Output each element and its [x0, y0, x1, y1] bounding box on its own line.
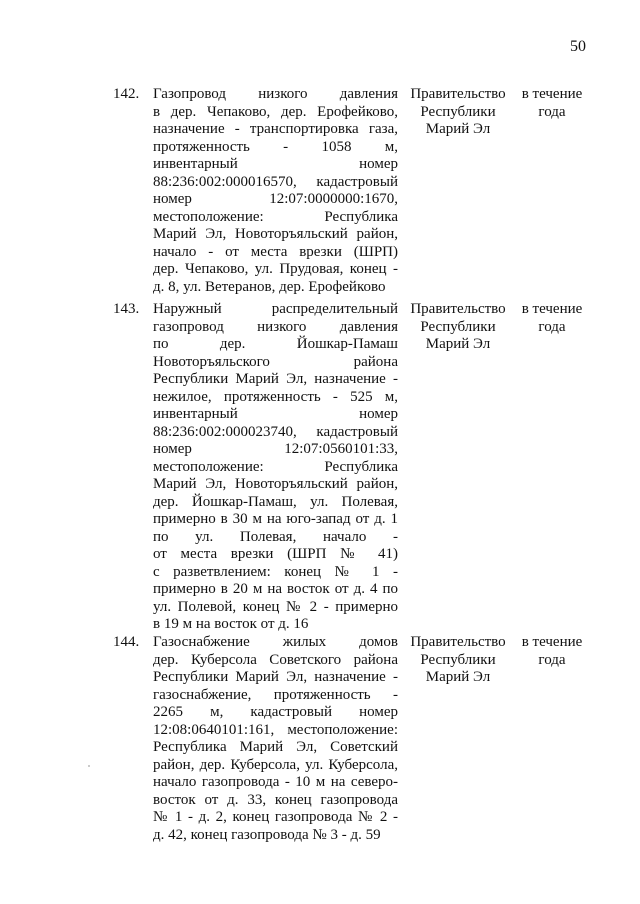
- cell-line: Марий Эл: [425, 336, 491, 352]
- scan-speck: [88, 765, 90, 767]
- description-line: восток от д. 33, конец газопровода: [153, 791, 398, 808]
- description-line: протяженность - 1058 м,: [153, 138, 398, 155]
- description-line: назначение - транспортировка газа,: [153, 121, 398, 137]
- cell-line: в течение: [521, 634, 583, 650]
- description-line: в 19 м на восток от д. 16: [153, 616, 309, 632]
- cell-line: Правительство: [410, 634, 506, 650]
- description-line: в дер. Чепаково, дер. Ерофейково,: [153, 103, 398, 120]
- description-line: 2265 м, кадастровый номер: [153, 704, 398, 720]
- cell-line: в течение: [521, 301, 583, 317]
- description-line: дер. Куберсола Советского района: [153, 651, 398, 668]
- execution-term: [513, 301, 591, 336]
- description-line: ул. Полевой, конец № 2 - примерно: [153, 598, 398, 615]
- description-line: по ул. Полевая, начало -: [153, 528, 398, 545]
- object-description: [153, 634, 398, 844]
- cell-line: Республики: [420, 318, 496, 335]
- description-line: начало - от места врезки (ШРП): [153, 243, 398, 260]
- description-line: район, дер. Куберсола, ул. Куберсола,: [153, 756, 398, 773]
- description-line: д. 8, ул. Ветеранов, дер. Ерофейково: [153, 278, 386, 295]
- execution-term: [513, 86, 591, 121]
- description-line: Новоторъяльского района: [153, 353, 398, 370]
- row-number: 142.: [113, 86, 140, 102]
- cell-line: года: [538, 651, 566, 668]
- description-line: номер 12:07:0560101:33,: [153, 441, 398, 457]
- object-description: [153, 301, 398, 634]
- cell-line: Республики: [420, 103, 496, 120]
- responsible-party: [403, 634, 513, 687]
- cell-line: года: [538, 103, 566, 120]
- description-line: 12:08:0640101:161, местоположение:: [153, 721, 398, 738]
- object-description: [153, 86, 398, 296]
- cell-line: Марий Эл: [425, 669, 491, 685]
- description-line: Республики Марий Эл, назначение -: [153, 371, 398, 387]
- description-line: примерно в 20 м на восток от д. 4 по: [153, 581, 398, 597]
- description-line: инвентарный номер: [153, 156, 398, 172]
- cell-line: Правительство: [410, 86, 506, 102]
- description-line: местоположение: Республика: [153, 208, 398, 225]
- description-line: Марий Эл, Новоторъяльский район,: [153, 226, 398, 242]
- responsible-party: [403, 86, 513, 139]
- description-line: дер. Чепаково, ул. Прудовая, конец -: [153, 261, 398, 277]
- description-line: газоснабжение, протяженность -: [153, 686, 398, 703]
- description-line: от места врезки (ШРП № 41): [153, 546, 398, 562]
- description-line: Республики Марий Эл, назначение -: [153, 669, 398, 685]
- execution-term: [513, 634, 591, 669]
- cell-line: в течение: [521, 86, 583, 102]
- description-line: Газоснабжение жилых домов: [153, 634, 398, 650]
- description-line: инвентарный номер: [153, 406, 398, 422]
- cell-line: года: [538, 318, 566, 335]
- description-line: дер. Йошкар-Памаш, ул. Полевая,: [153, 493, 398, 510]
- description-line: Марий Эл, Новоторъяльский район,: [153, 476, 398, 492]
- description-line: номер 12:07:0000000:1670,: [153, 191, 398, 207]
- description-line: по дер. Йошкар-Памаш: [153, 336, 398, 352]
- description-line: Республика Марий Эл, Советский: [153, 739, 398, 755]
- description-line: № 1 - д. 2, конец газопровода № 2 -: [153, 809, 398, 825]
- description-line: д. 42, конец газопровода № 3 - д. 59: [153, 826, 381, 843]
- description-line: начало газопровода - 10 м на северо-: [153, 774, 398, 790]
- page-number: 50: [570, 38, 586, 55]
- row-number: 143.: [113, 301, 140, 317]
- description-line: 88:236:002:000023740, кадастровый: [153, 423, 398, 440]
- description-line: нежилое, протяженность - 525 м,: [153, 388, 398, 405]
- description-line: Газопровод низкого давления: [153, 86, 398, 102]
- responsible-party: [403, 301, 513, 354]
- cell-line: Правительство: [410, 301, 506, 317]
- row-number: 144.: [113, 634, 140, 650]
- cell-line: Марий Эл: [425, 121, 491, 137]
- description-line: Наружный распределительный: [153, 301, 398, 317]
- description-line: примерно в 30 м на юго-запад от д. 1: [153, 511, 398, 527]
- description-line: с разветвлением: конец № 1 -: [153, 563, 398, 580]
- description-line: газопровод низкого давления: [153, 318, 398, 335]
- cell-line: Республики: [420, 651, 496, 668]
- description-line: 88:236:002:000016570, кадастровый: [153, 173, 398, 190]
- description-line: местоположение: Республика: [153, 458, 398, 475]
